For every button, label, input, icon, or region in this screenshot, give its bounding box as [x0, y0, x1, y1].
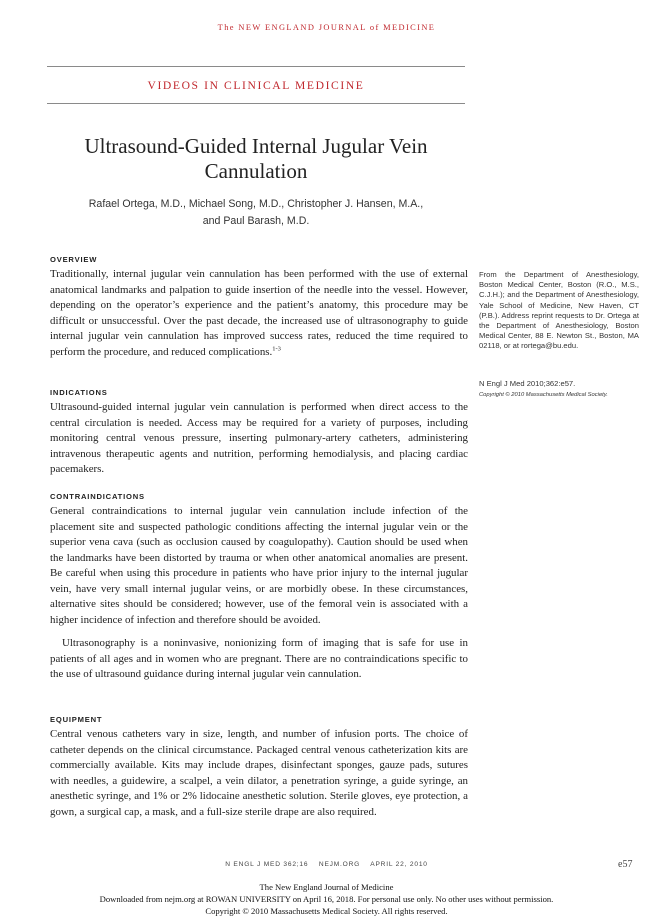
contraindications-heading: CONTRAINDICATIONS	[50, 492, 145, 501]
overview-heading: OVERVIEW	[50, 255, 98, 264]
author-line-2: and Paul Barash, M.D.	[202, 214, 310, 227]
download-notice-journal: The New England Journal of Medicine	[259, 882, 394, 892]
copyright-note: Copyright © 2010 Massachusetts Medical Society.	[479, 392, 608, 398]
author-affiliation-note: From the Department of Anesthesiology, Boston Medical Center, Boston (R.O., M.S., C.J.H.); and the Department of Anesthesiology, Yale School of Medicine, New Haven, CT (P.B.). Address reprint requests to Dr. Ortega at the Department of Anesthesiology, Boston Medical Center, 88 E. Newton St., Boston, MA 02118, or at rortega@bu.edu.	[479, 270, 639, 351]
author-line-1: Rafael Ortega, M.D., Michael Song, M.D., Christopher J. Hansen, M.A.,	[88, 198, 424, 210]
section-label: VIDEOS IN CLINICAL MEDICINE	[147, 78, 365, 92]
page-number: e57	[618, 859, 633, 870]
download-notice-access: Downloaded from nejm.org at ROWAN UNIVERSITY on April 16, 2018. For personal use only. No other uses without permission.	[99, 894, 554, 904]
overview-paragraph: Traditionally, internal jugular vein cannulation has been performed with the use of external anatomical landmarks and palpation to guide insertion of the needle into the vessel. However, depending on the operator’s experience and the patient’s anatomy, this procedure may be difficult or unsuccessful. Over the past decade, the increased use of ultrasonography to guide internal jugular vein cannulation has improved success rates, reduced the time required to perform the procedure, and reduced complications.$^{1-3}$	[50, 268, 468, 358]
indications-paragraph: Ultrasound-guided internal jugular vein cannulation is performed when direct access to the central circulation is needed. Access may be required for a variety of purposes, including monitoring central venous pressure, inserting pulmonary-artery catheters, administering intravenous therapeutic agents and nutrition, performing hemodialysis, and placing cardiac pacemakers.	[50, 401, 468, 475]
indications-heading: INDICATIONS	[50, 388, 108, 397]
citation: N Engl J Med 2010;362:e57.	[479, 379, 576, 388]
journal-footer-line: N ENGL J MED 362;16 NEJM.ORG APRIL 22, 2010	[225, 861, 428, 868]
author-list	[47, 196, 465, 229]
equipment-paragraph: Central venous catheters vary in size, length, and number of infusion ports. The choice of catheter depends on the clinical circumstance. Packaged central venous catheterization kits are commercially available. Kits may include drapes, disinfectant sponges, gauze pads, sutures with needles, a guidewire, a scalpel, a vein dilator, a penetration syringe, a guide syringe, an anesthetic syringe, and 1% or 2% lidocaine anesthetic solution. Sterile gloves, eye protection, a gown, a surgical cap, a mask, and a full-size sterile drape are also required.	[50, 728, 468, 818]
reference-superscript: 1-3	[272, 344, 281, 352]
article-title: Ultrasound-Guided Internal Jugular Vein Cannulation	[84, 134, 428, 183]
equipment-heading: EQUIPMENT	[50, 715, 103, 724]
contraindications-paragraph-2: Ultrasonography is a noninvasive, nonionizing form of imaging that is safe for use in patients of all ages and in women who are pregnant. There are no contraindications specific to the use of ultrasound guidance during internal jugular vein cannulation.	[50, 637, 468, 680]
journal-masthead: The NEW ENGLAND JOURNAL of MEDICINE	[217, 23, 436, 32]
contraindications-paragraph-1: General contraindications to internal jugular vein cannulation include infection of the placement site and suspected pathologic conditions affecting the internal jugular vein or the superior vena cava (such as occlusion caused by coagulopathy). Caution should be used when the landmarks have been distorted by trauma or when other anatomical anomalies are present. Be careful when using this procedure in patients who have prior injury to the internal jugular vein, have very small internal jugular veins, or are morbidly obese. In these circumstances, alternative sites should be considered; however, use of the femoral vein is associated with a higher incidence of infection and therefore should be avoided.	[50, 505, 468, 626]
download-notice-copyright: Copyright © 2010 Massachusetts Medical Society. All rights reserved.	[205, 906, 448, 916]
section-banner	[47, 66, 465, 104]
